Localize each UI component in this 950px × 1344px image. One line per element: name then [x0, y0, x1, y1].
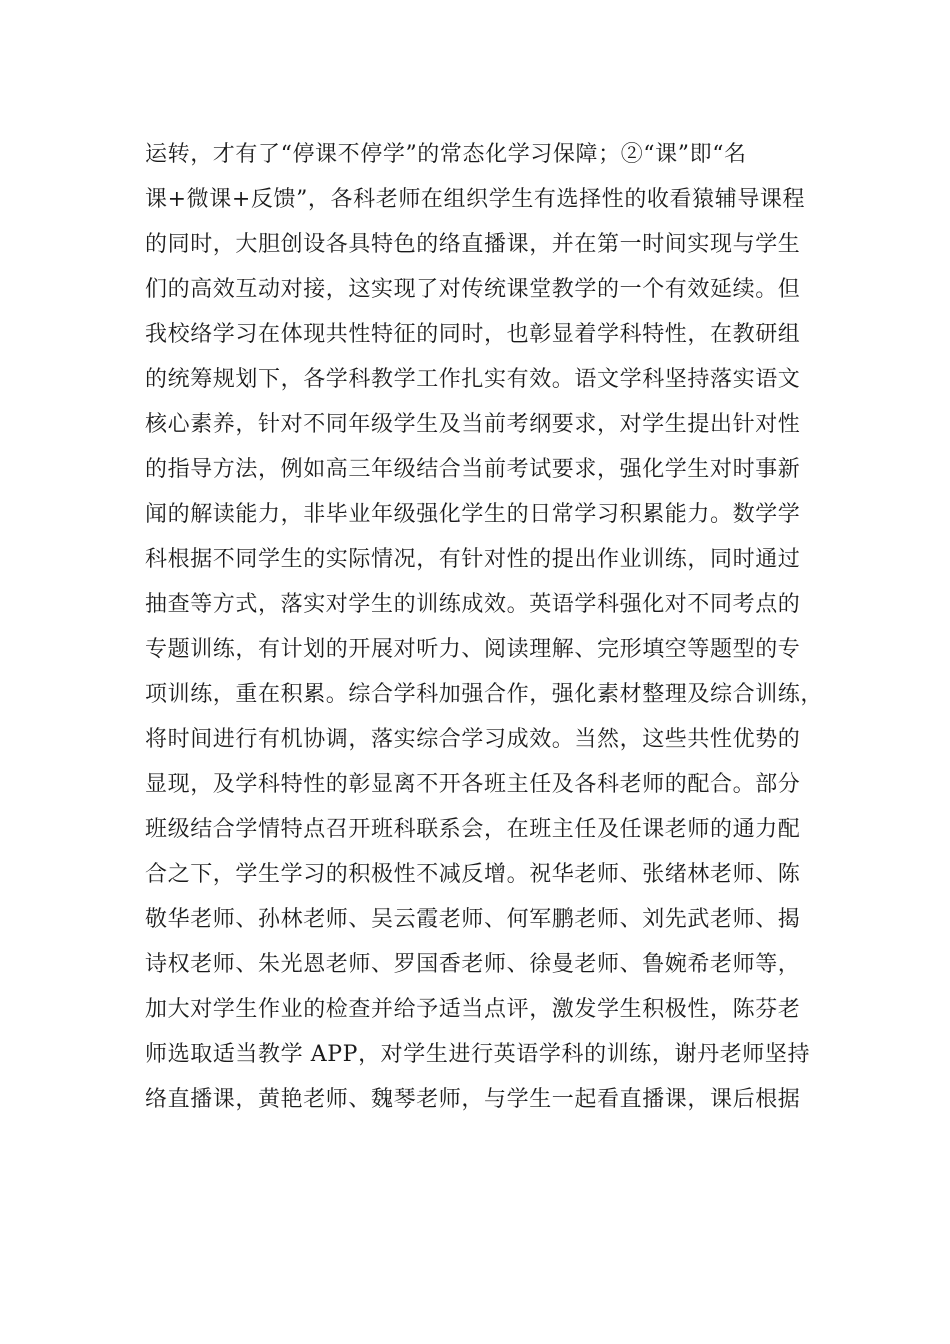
text-line: 项训练，重在积累。综合学科加强合作，强化素材整理及综合训练，	[145, 682, 824, 707]
text-line: 核心素养，针对不同年级学生及当前考纲要求，对学生提出针对性	[145, 412, 801, 437]
text-line: 显现，及学科特性的彰显离不开各班主任及各科老师的配合。部分	[145, 772, 801, 797]
text-line: 班级结合学情特点召开班科联系会，在班主任及任课老师的通力配	[145, 817, 801, 842]
text-line: 抽查等方式，落实对学生的训练成效。英语学科强化对不同考点的	[145, 592, 801, 617]
text-line: 师选取适当教学 APP，对学生进行英语学科的训练，谢丹老师坚持	[145, 1042, 811, 1067]
text-line: 运转，才有了“停课不停学”的常态化学习保障；②“课”即“名	[145, 142, 747, 167]
text-line: 加大对学生作业的检查并给予适当点评，激发学生积极性，陈芬老	[145, 997, 801, 1022]
text-line: 的指导方法，例如高三年级结合当前考试要求，强化学生对时事新	[145, 457, 801, 482]
body-text	[145, 132, 825, 1122]
text-line: 络直播课，黄艳老师、魏琴老师，与学生一起看直播课，课后根据	[145, 1087, 801, 1112]
text-line: 的同时，大胆创设各具特色的络直播课，并在第一时间实现与学生	[145, 232, 801, 257]
text-line: 科根据不同学生的实际情况，有针对性的提出作业训练，同时通过	[145, 547, 801, 572]
text-line: 合之下，学生学习的积极性不减反增。祝华老师、张绪林老师、陈	[145, 862, 801, 887]
text-line: 诗权老师、朱光恩老师、罗国香老师、徐曼老师、鲁婉希老师等，	[145, 952, 801, 977]
text-line: 敬华老师、孙林老师、吴云霞老师、何军鹏老师、刘先武老师、揭	[145, 907, 801, 932]
text-line: 课+微课+反馈”，各科老师在组织学生有选择性的收看猿辅导课程	[145, 187, 806, 212]
text-line: 专题训练，有计划的开展对听力、阅读理解、完形填空等题型的专	[145, 637, 801, 662]
text-line: 我校络学习在体现共性特征的同时，也彰显着学科特性，在教研组	[145, 322, 801, 347]
text-line: 闻的解读能力，非毕业年级强化学生的日常学习积累能力。数学学	[145, 502, 801, 527]
text-line: 们的高效互动对接，这实现了对传统课堂教学的一个有效延续。但	[145, 277, 801, 302]
text-line: 将时间进行有机协调，落实综合学习成效。当然，这些共性优势的	[145, 727, 801, 752]
text-line: 的统筹规划下，各学科教学工作扎实有效。语文学科坚持落实语文	[145, 367, 801, 392]
